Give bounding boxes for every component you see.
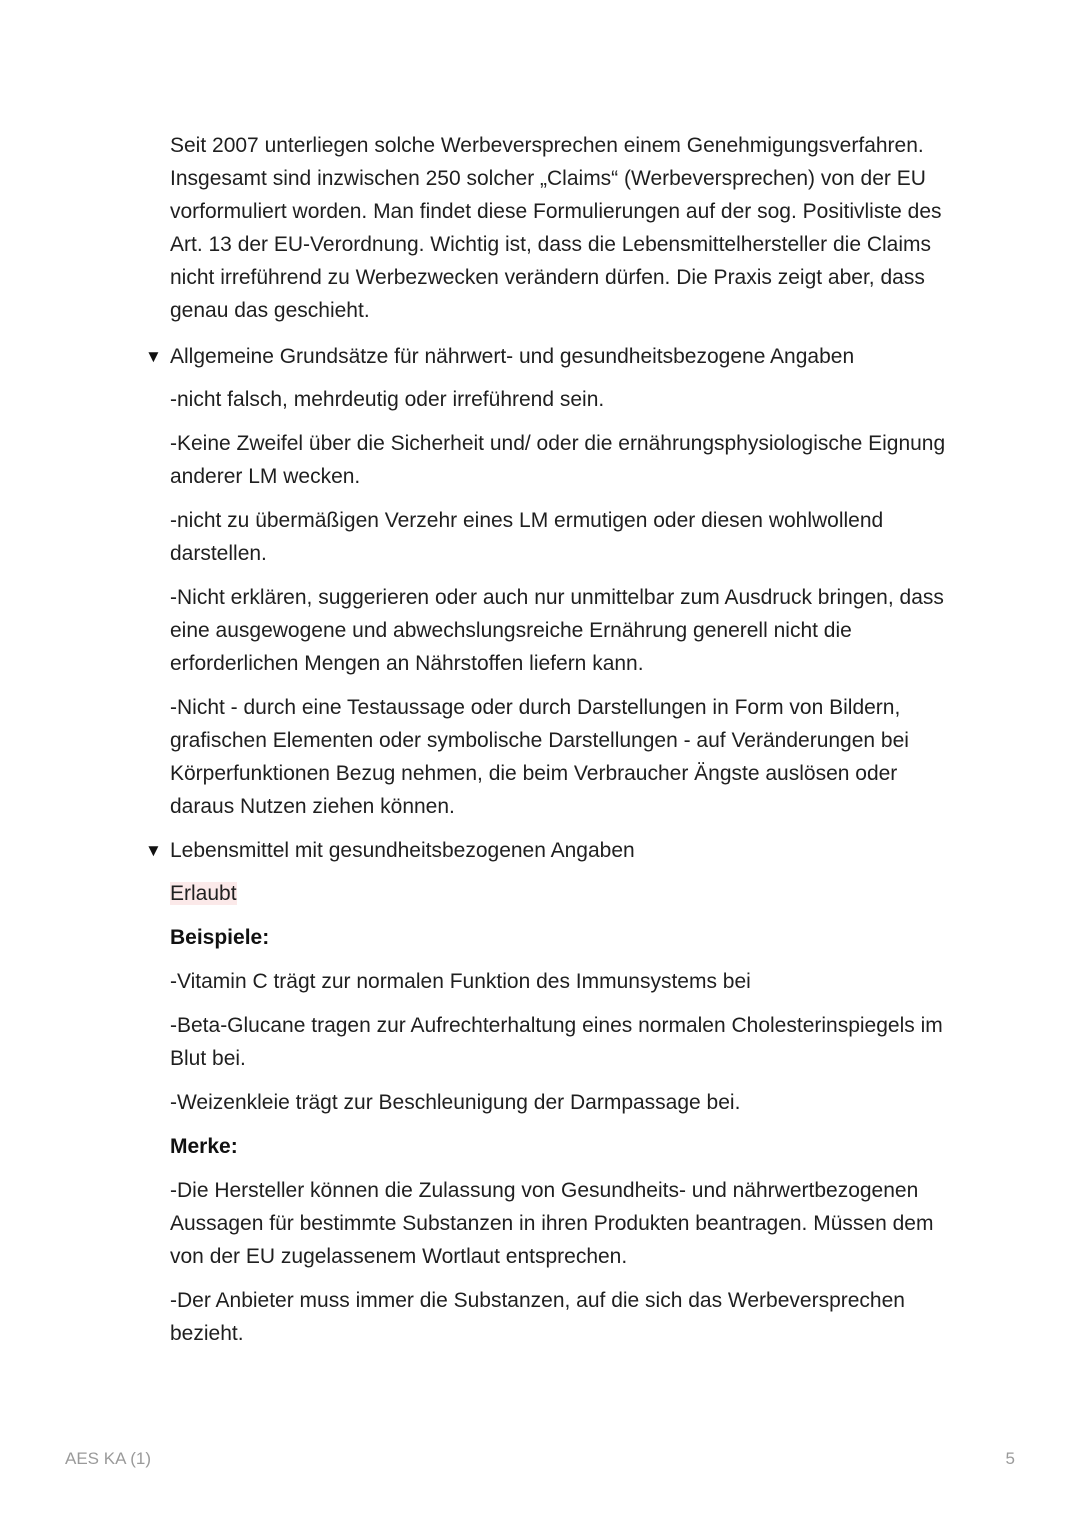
note-heading: Merke: [170, 1135, 238, 1158]
note-item: -Der Anbieter muss immer die Substanzen, auf die sich das Werbeversprechen bezieht. [170, 1289, 905, 1345]
triangle-down-icon[interactable]: ▼ [145, 347, 162, 366]
toggle-section-health-claims[interactable] [145, 834, 960, 867]
list-item: -Nicht - durch eine Testaussage oder durch Darstellungen in Form von Bildern, grafischen Elementen oder symbolische Darstellungen - auf Veränderungen bei Körperfunktionen Bezug nehmen, die beim Verbraucher Ängste auslösen oder daraus Nutzen ziehen können. [170, 696, 909, 818]
list-item: -Nicht erklären, suggerieren oder auch nur unmittelbar zum Ausdruck bringen, dass eine ausgewogene und abwechslungsreiche Ernährung generell nicht die erforderlichen Mengen an Nährstoffen liefern kann. [170, 586, 944, 675]
examples-heading: Beispiele: [170, 926, 270, 949]
example-item: -Weizenkleie trägt zur Beschleunigung der Darmpassage bei. [170, 1091, 741, 1114]
status-highlight: Erlaubt [170, 882, 237, 905]
example-item: -Beta-Glucane tragen zur Aufrechterhaltung eines normalen Cholesterinspiegels im Blut bei. [170, 1014, 943, 1070]
triangle-down-icon[interactable]: ▼ [145, 841, 162, 860]
list-item: -nicht zu übermäßigen Verzehr eines LM ermutigen oder diesen wohlwollend darstellen. [170, 509, 884, 565]
section-title: Allgemeine Grundsätze für nährwert- und gesundheitsbezogene Angaben [170, 345, 855, 368]
list-item: -Keine Zweifel über die Sicherheit und/ oder die ernährungsphysiologische Eignung anderer LM wecken. [170, 432, 946, 488]
note-item: -Die Hersteller können die Zulassung von Gesundheits- und nährwertbezogenen Aussagen für bestimmte Substanzen in ihren Produkten beantragen. Müssen dem von der EU zugelassenem Wortlaut entsprechen. [170, 1179, 934, 1268]
toggle-section-general-principles[interactable] [145, 340, 960, 373]
list-item: -nicht falsch, mehrdeutig oder irreführend sein. [170, 388, 605, 411]
footer-page-number: 5 [1005, 1449, 1015, 1468]
footer-doc-title: AES KA (1) [65, 1449, 151, 1468]
example-item: -Vitamin C trägt zur normalen Funktion des Immunsystems bei [170, 970, 751, 993]
section-title: Lebensmittel mit gesundheitsbezogenen Angaben [170, 839, 635, 862]
document-body [145, 129, 960, 1361]
intro-paragraph: Seit 2007 unterliegen solche Werbeversprechen einem Genehmigungsverfahren. Insgesamt sind inzwischen 250 solcher „Claims“ (Werbeversprechen) von der EU vorformuliert worden. Man findet diese Formulierungen auf der sog. Positivliste des Art. 13 der EU-Verordnung. Wichtig ist, dass die Lebensmittelhersteller die Claims nicht irreführend zu Werbezwecken verändern dürfen. Die Praxis zeigt aber, dass genau das geschieht. [170, 134, 942, 322]
